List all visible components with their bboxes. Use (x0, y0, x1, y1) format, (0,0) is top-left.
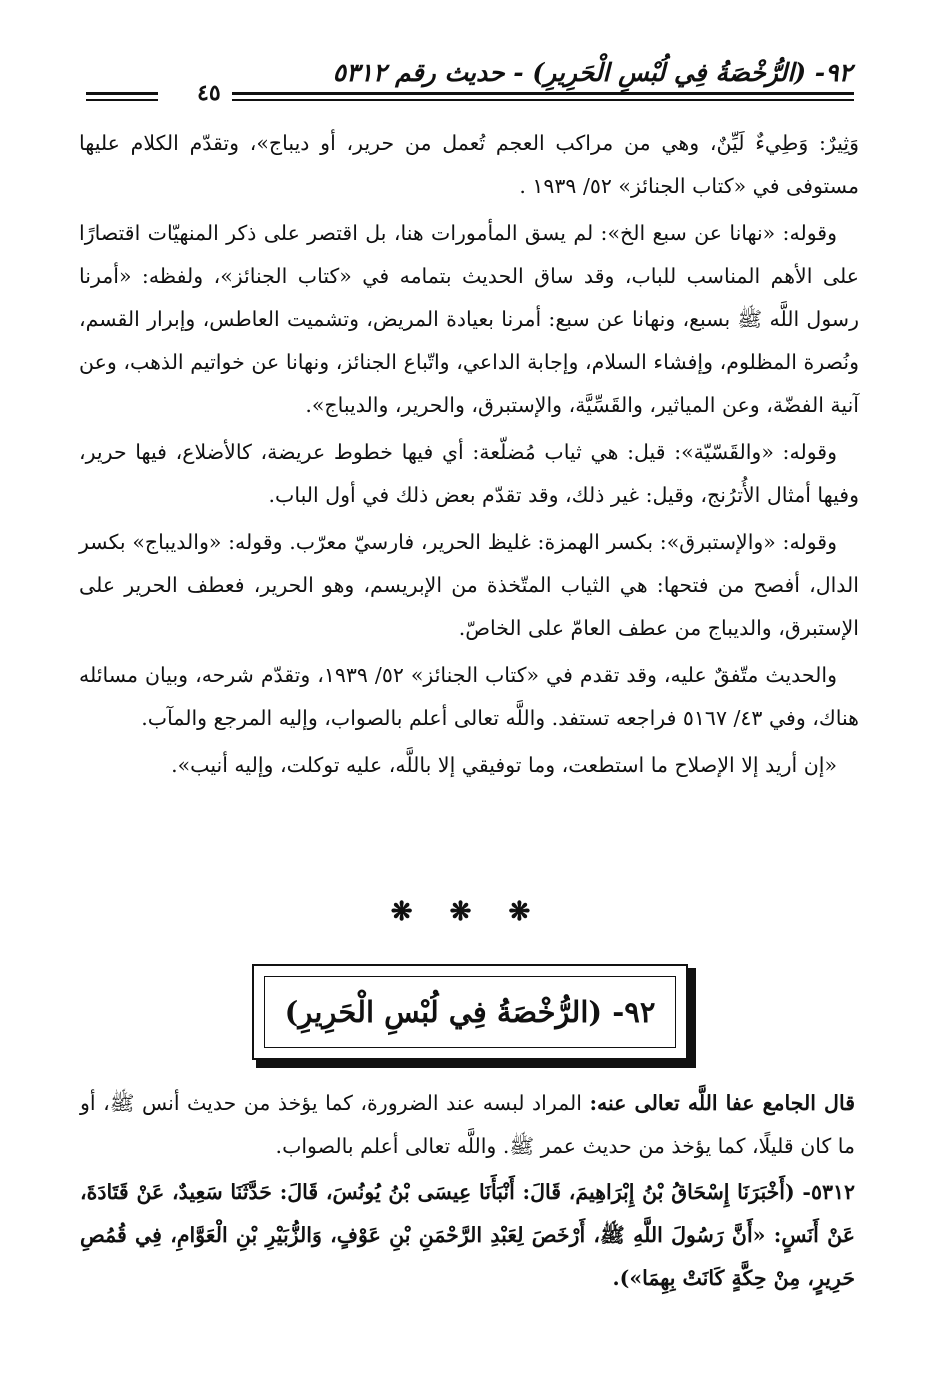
hadith-text: ٥٣١٢- (أَخْبَرَنَا إِسْحَاقُ بْنُ إِبْرَاهِيمَ، قَالَ: أَنْبَأَنَا عِيسَى بْنُ يُونُسَ، قَالَ: حَدَّثَنَا سَعِيدٌ، عَنْ قَتَادَةَ، عَنْ أَنَسٍ: «أَنَّ رَسُولَ اللَّهِ ﷺ، أَرْخَصَ لِعَبْدِ الرَّحْمَنِ بْنِ عَوْفٍ، وَالزُّبَيْرِ بْنِ الْعَوَّامِ، فِي قُمُصِ حَرِيرٍ، مِنْ حِكَّةٍ كَانَتْ بِهِمَا»). (80, 1180, 855, 1290)
running-title: ٩٢- (الرُّخْصَةُ فِي لُبْسِ الْحَرِيرِ) - حديث رقم ٥٣١٢ (332, 58, 852, 87)
chapter-heading-box (252, 964, 688, 1060)
paragraph-2: وقوله: «نهانا عن سبع الخ»: لم يسق المأمورات هنا، بل اقتصر على ذكر المنهيّات اقتصارًا على الأهم المناسب للباب، وقد ساق الحديث بتمامه في «كتاب الجنائز»، ولفظه: «أمرنا رسول اللَّه ﷺ بسبع، ونهانا عن سبع: أمرنا بعيادة المريض، وتشميت العاطس، وإبرار القسم، ونُصرة المظلوم، وإفشاء السلام، وإجابة الداعي، واتّباع الجنائز، ونهانا عن خواتيم الذهب، وعن آنية الفضّة، وعن المياثير، والقَسِّيَّة، والإستبرق، والحرير، والديباج». (79, 221, 859, 417)
paragraph-4: وقوله: «والإستبرق»: بكسر الهمزة: غليظ الحرير، فارسيّ معرّب. وقوله: «والديباج» بكسر الدال، أفصح من فتحها: هي الثياب المتّخذة من الإبريسم، وهو الحرير، فعطف الحرير على الإستبرق، والديباج من عطف العامّ على الخاصّ. (79, 530, 859, 640)
commentary-text: المراد لبسه عند الضرورة، كما يؤخذ من حديث أنس ﷺ، أو ما كان قليلًا، كما يؤخذ من حديث عمر ﷺ. واللَّه تعالى أعلم بالصواب. (80, 1091, 855, 1158)
paragraph-5: والحديث متّفقٌ عليه، وقد تقدم في «كتاب الجنائز» ٥٢/ ١٩٣٩، وتقدّم شرحه، وبيان مسائله هناك، وفي ٤٣/ ٥١٦٧ فراجعه تستفد. واللَّه تعالى أعلم بالصواب، وإليه المرجع والمآب. (79, 663, 859, 730)
page-number: ٤٥ (197, 80, 221, 106)
chapter-heading: ٩٢- (الرُّخْصَةُ فِي لُبْسِ الْحَرِيرِ) (264, 976, 676, 1048)
header-rule-left-thin (86, 99, 158, 101)
paragraph-6: «إن أريد إلا الإصلاح ما استطعت، وما توفيقي إلا باللَّه، عليه توكلت، وإليه أنيب». (171, 753, 837, 777)
header-rule-right-thin (232, 99, 854, 101)
header-rule-right (232, 92, 854, 95)
paragraph-3: وقوله: «والقَسّيّة»: قيل: هي ثياب مُضلّعة: أي فيها خطوط عريضة، كالأضلاع، فيها حرير، وفيها أمثال الأُترُنج، وقيل: غير ذلك، وقد تقدّم بعض ذلك في أول الباب. (79, 440, 859, 507)
section-separator: ❋ ❋ ❋ (390, 897, 545, 927)
commentary-author: قال الجامع عفا اللَّه تعالى عنه: (589, 1091, 855, 1115)
chapter-body (80, 1082, 855, 1303)
header-rule-left (86, 92, 158, 95)
commentary-paragraph (80, 1082, 855, 1168)
paragraph-1: وَثِيرٌ: وَطِيءٌ لَيِّنٌ، وهي من مراكب العجم تُعمل من حرير، أو ديباج»، وتقدّم الكلام عليها مستوفى في «كتاب الجنائز» ٥٢/ ١٩٣٩ . (79, 131, 859, 198)
page-header (82, 58, 852, 104)
main-text (79, 122, 859, 791)
